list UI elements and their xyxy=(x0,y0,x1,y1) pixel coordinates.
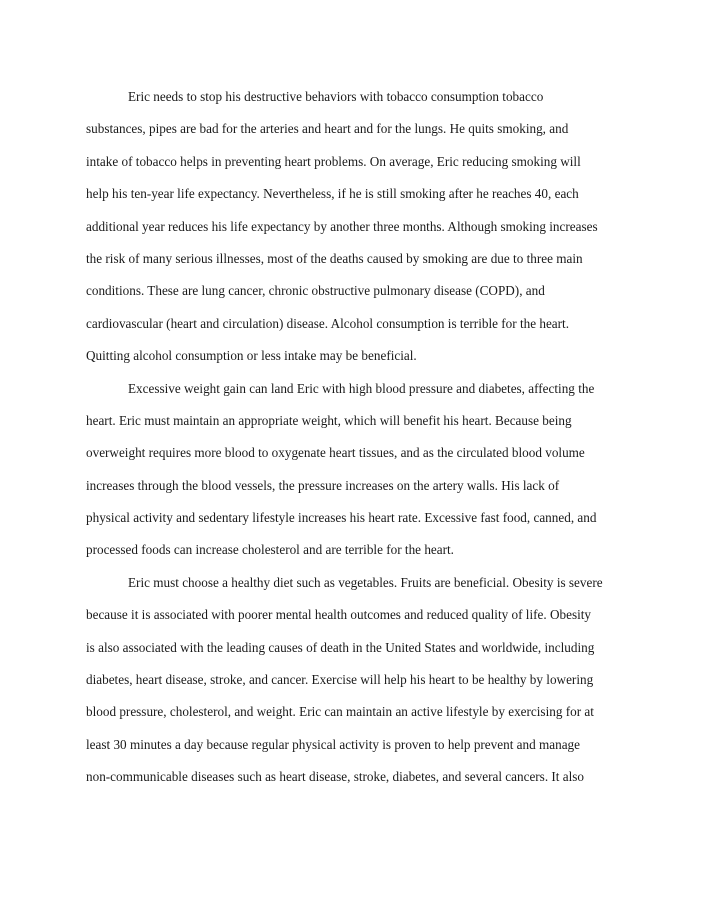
text-line: least 30 minutes a day because regular physical activity is proven to help prevent and manage xyxy=(86,736,580,752)
text-line: help his ten-year life expectancy. Nevertheless, if he is still smoking after he reaches 40, each xyxy=(86,186,579,202)
text-line: Eric needs to stop his destructive behaviors with tobacco consumption tobacco xyxy=(128,89,544,104)
text-line: overweight requires more blood to oxygenate heart tissues, and as the circulated blood volume xyxy=(86,445,585,461)
text-line: substances, pipes are bad for the arteries and heart and for the lungs. He quits smoking, and xyxy=(86,121,569,137)
text-line: blood pressure, cholesterol, and weight. Eric can maintain an active lifestyle by exercising for at xyxy=(86,704,594,720)
text-line: Quitting alcohol consumption or less intake may be beneficial. xyxy=(86,348,417,364)
document-body xyxy=(86,81,642,794)
text-line: intake of tobacco helps in preventing heart problems. On average, Eric reducing smoking will xyxy=(86,153,581,169)
text-line: physical activity and sedentary lifestyle increases his heart rate. Excessive fast food, canned, and xyxy=(86,510,597,526)
text-line: because it is associated with poorer mental health outcomes and reduced quality of life. Obesity xyxy=(86,607,591,623)
text-line: Eric must choose a healthy diet such as vegetables. Fruits are beneficial. Obesity is severe xyxy=(128,574,603,590)
text-line: the risk of many serious illnesses, most of the deaths caused by smoking are due to three main xyxy=(86,250,583,266)
text-line: Excessive weight gain can land Eric with high blood pressure and diabetes, affecting the xyxy=(128,380,595,396)
text-line: additional year reduces his life expectancy by another three months. Although smoking increases xyxy=(86,218,598,234)
text-line: increases through the blood vessels, the pressure increases on the artery walls. His lack of xyxy=(86,477,560,493)
text-line: diabetes, heart disease, stroke, and cancer. Exercise will help his heart to be healthy by lowering xyxy=(86,672,594,688)
text-line: processed foods can increase cholesterol and are terrible for the heart. xyxy=(86,542,454,558)
paragraph-weight-gain xyxy=(86,373,642,567)
text-line: cardiovascular (heart and circulation) disease. Alcohol consumption is terrible for the heart. xyxy=(86,315,569,331)
text-line: non-communicable diseases such as heart disease, stroke, diabetes, and several cancers. It also xyxy=(86,769,585,785)
text-line: is also associated with the leading causes of death in the United States and worldwide, including xyxy=(86,639,595,655)
text-line: heart. Eric must maintain an appropriate weight, which will benefit his heart. Because being xyxy=(86,412,572,428)
text-line: conditions. These are lung cancer, chronic obstructive pulmonary disease (COPD), and xyxy=(86,283,545,299)
paragraph-diet-exercise xyxy=(86,567,642,794)
paragraph-tobacco-alcohol xyxy=(86,81,642,373)
